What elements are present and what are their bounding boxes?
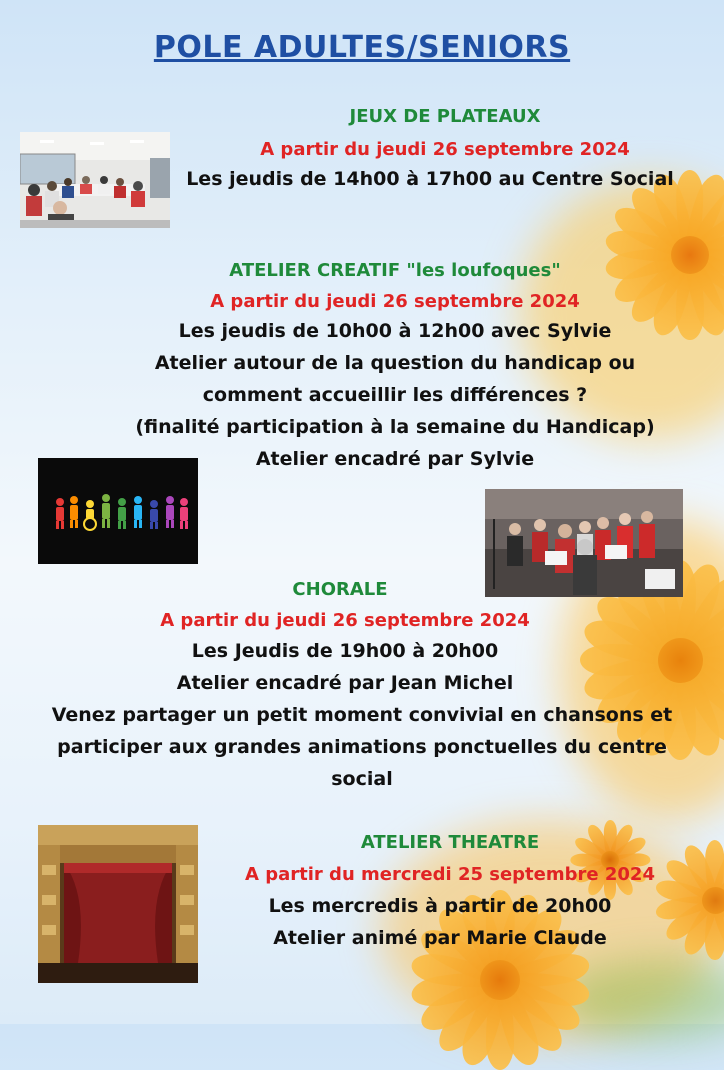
- flower-center: [658, 638, 703, 683]
- section-text: Atelier encadré par Jean Michel: [100, 672, 590, 694]
- section-text: Atelier animé par Marie Claude: [210, 927, 670, 949]
- section-text: participer aux grandes animations ponctuelles du centre: [6, 736, 718, 758]
- section-text: comment accueillir les différences ?: [100, 384, 690, 406]
- section-text: Les jeudis de 10h00 à 12h00 avec Sylvie: [100, 320, 690, 342]
- photo-handicap-figures: [38, 458, 198, 564]
- handicap-figures-image: [38, 458, 198, 564]
- flower-center: [702, 887, 724, 914]
- page-title: POLE ADULTES/SENIORS: [0, 30, 724, 65]
- section-heading: ATELIER CREATIF "les loufoques": [150, 260, 640, 281]
- section-heading: JEUX DE PLATEAUX: [250, 106, 640, 127]
- section-heading: CHORALE: [200, 579, 480, 600]
- section-text: Les mercredis à partir de 20h00: [210, 895, 670, 917]
- section-text: Atelier autour de la question du handicap ou: [100, 352, 690, 374]
- photo-choir-singers: [485, 489, 683, 597]
- flower-icon: [410, 890, 590, 1070]
- section-text: Les jeudis de 14h00 à 17h00 au Centre Social: [150, 168, 710, 190]
- section-date: A partir du jeudi 26 septembre 2024: [150, 291, 640, 312]
- section-text: Les Jeudis de 19h00 à 20h00: [100, 640, 590, 662]
- section-heading: ATELIER THEATRE: [300, 832, 600, 853]
- section-date: A partir du jeudi 26 septembre 2024: [200, 139, 690, 160]
- section-date: A partir du jeudi 26 septembre 2024: [100, 610, 590, 631]
- choir-image: [485, 489, 683, 597]
- section-text: Atelier encadré par Sylvie: [100, 448, 690, 470]
- board-games-image: [20, 132, 170, 228]
- section-text: (finalité participation à la semaine du Handicap): [90, 416, 700, 438]
- section-date: A partir du mercredi 25 septembre 2024: [200, 864, 700, 885]
- theatre-image: [38, 825, 198, 983]
- photo-theatre-stage: [38, 825, 198, 983]
- flower-center: [671, 236, 709, 274]
- photo-board-games-group: [20, 132, 170, 228]
- section-text: social: [6, 768, 718, 790]
- flower-icon: [605, 170, 724, 340]
- section-text: Venez partager un petit moment convivial en chansons et: [6, 704, 718, 726]
